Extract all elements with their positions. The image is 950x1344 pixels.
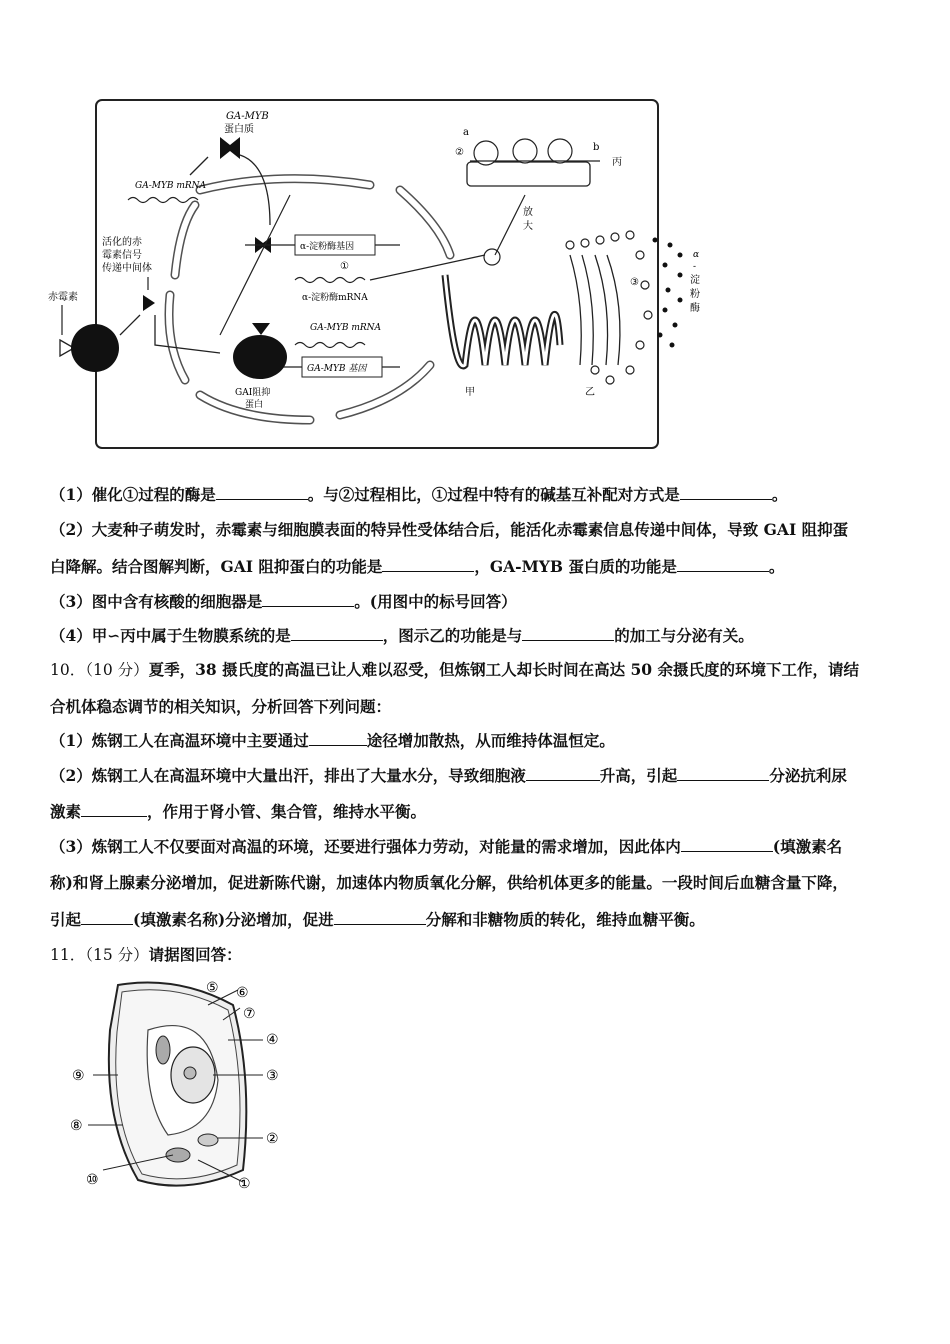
q10-part2a [50,765,905,787]
label-6: ⑥ [236,985,249,1001]
label-enzyme-1: α [693,250,700,260]
label-step3: ③ [630,277,639,288]
q9-part2b [50,556,905,578]
answer-blank[interactable] [522,625,614,641]
label-ga-myb-mrna2: GA-MYB mRNA [310,323,382,333]
answer-blank[interactable] [334,909,426,925]
label-b: b [593,142,600,153]
q9-4-text-a: （4）甲∽丙中属于生物膜系统的是 [50,626,291,645]
label-yi: 乙 [585,387,595,398]
q10-3a-text-b: (填激素名 [772,837,843,856]
q10-3c-text-a: 引起 [50,910,82,929]
golgi-yi [570,255,620,365]
label-2: ② [266,1131,279,1147]
q10-2b-text-a: 激素 [50,802,82,821]
q10-header-b [50,696,905,718]
er-membrane-zoom [467,162,590,186]
golgi [156,1036,170,1064]
q9-2b-text-a: 白降解。结合图解判断，GAI 阻抑蛋白的功能是 [50,557,383,576]
q10-2b-text-b: ，作用于肾小管、集合管，维持水平衡。 [147,802,427,821]
q11-number: 11．（15 分） [50,946,149,964]
q10-2a-text-c: 分泌抗利尿 [769,766,847,785]
label-7: ⑦ [243,1006,256,1022]
label-enlarge-2: 大 [523,221,533,232]
q10-1-text-a: （1）炼钢工人在高温环境中主要通过 [50,731,309,750]
q10-3c-text-b: (填激素名称)分泌增加，促进 [133,910,334,929]
q9-3-text-b: 。(用图中的标号回答） [354,592,517,611]
label-ga-myb-protein: GA-MYB [226,111,269,122]
label-1: ① [238,1176,251,1192]
q9-2a-text: （2）大麦种子萌发时，赤霉素与细胞膜表面的特异性受体结合后，能活化赤霉素信息传递中间体，导致 GAI 阻抑蛋 [50,520,849,539]
label-5: ⑤ [206,980,219,996]
label-3: ③ [266,1068,279,1084]
arrow-mrna-to-protein [190,157,208,175]
answer-blank[interactable] [677,765,769,781]
answer-blank[interactable] [680,484,772,500]
ga-myb-mrna-wave [128,198,198,203]
receptor-shape [71,324,119,372]
answer-blank[interactable] [681,836,773,852]
rough-er-inner [445,275,560,366]
q10-number: 10．（10 分） [50,661,149,679]
q10b-text: 合机体稳态调节的相关知识，分析回答下列问题： [50,697,392,716]
figure-plant-cell [58,970,303,1210]
q10-header [50,659,905,681]
arrow-gene-to-mrna [220,195,290,335]
q11-text: 请据图回答： [148,945,242,964]
q9-1-text-b: 。与②过程相比，①过程中特有的碱基互补配对方式是 [307,485,680,504]
arrow-receptor-to-intermediate [120,315,140,335]
q9-1-text-c: 。 [771,485,788,504]
arrow-enlarge [495,195,525,255]
q9-part2a [50,519,905,541]
zoom-circle [484,249,500,265]
q10-3c-text-c: 分解和非糖物质的转化，维持血糖平衡。 [425,910,705,929]
answer-blank[interactable] [382,556,474,572]
vesicles [566,231,652,384]
q9-3-text-a: （3）图中含有核酸的细胞器是 [50,592,263,611]
answer-blank[interactable] [526,765,600,781]
label-9: ⑨ [72,1068,85,1084]
q9-1-text-a: （1）催化①过程的酶是 [50,485,216,504]
label-enzyme-5: 酶 [690,303,700,314]
label-enlarge-1: 放 [523,207,533,218]
answer-blank[interactable] [291,625,383,641]
label-activated-1: 活化的赤 [102,237,142,248]
q9-part4 [50,625,905,647]
label-gai-1: GAI阻抑 [235,388,271,398]
label-jia: 甲 [465,387,475,398]
label-activated-3: 传递中间体 [102,263,152,274]
q9-part1 [50,484,905,506]
q10-3b-text: 称)和肾上腺素分泌增加，促进新陈代谢，加速体内物质氧化分解，供给机体更多的能量。一段时间后血糖含量下降， [50,873,848,892]
q10-2a-text-a: （2）炼钢工人在高温环境中大量出汗，排出了大量水分，导致细胞液 [50,766,526,785]
label-activated-2: 霉素信号 [102,250,142,261]
label-step1: ① [340,261,349,272]
label-ga-myb-gene: GA-MYB 基因 [307,364,367,374]
arrow-mrna-to-er [370,255,485,280]
q9-part3 [50,591,905,613]
amylase-mrna-wave [295,278,365,283]
label-enzyme-3: 淀 [690,275,700,286]
signal-intermediate-shape [143,295,155,311]
answer-blank[interactable] [262,591,354,607]
q9-2b-text-b: ，GA-MYB 蛋白质的功能是 [474,557,677,576]
arrow-protein-to-gene [240,155,270,225]
gai-repressor-shape [233,335,287,379]
q10-1-text-b: 途径增加散热，从而维持体温恒定。 [366,731,615,750]
label-step2: ② [455,147,464,158]
label-enzyme-2: - [693,262,697,272]
q10-2a-text-b: 升高，引起 [599,766,678,785]
cell-boundary [96,100,658,448]
answer-blank[interactable] [677,556,769,572]
label-amylase-gene: α-淀粉酶基因 [300,242,355,252]
q11-header [50,944,905,966]
q10-part2b [50,801,905,823]
label-amylase-mrna: α-淀粉酶mRNA [302,293,368,303]
nucleolus [184,1067,196,1079]
q10-part3a [50,836,905,858]
answer-blank[interactable] [81,909,133,925]
label-8: ⑧ [70,1118,83,1134]
q10-3a-text-a: （3）炼钢工人不仅要面对高温的环境，还要进行强体力劳动，对能量的需求增加，因此体内 [50,837,681,856]
answer-blank[interactable] [216,484,308,500]
label-ga-myb-mrna: GA-MYB mRNA [135,181,207,191]
gai-bound-intermediate [252,323,270,335]
answer-blank[interactable] [81,801,147,817]
mitochondrion [198,1134,218,1146]
label-bing: 丙 [612,157,622,168]
q10-part3c [50,909,905,931]
q9-4-text-c: 的加工与分泌有关。 [614,626,754,645]
q10-text: 夏季，38 摄氏度的高温已让人难以忍受，但炼钢工人却长时间在高达 50 余摄氏度的环境下工作，请结 [148,660,859,679]
label-protein: 蛋白质 [224,124,254,135]
q10-part3b [50,872,905,894]
ga-myb-mrna2-wave [295,343,365,348]
label-enzyme-4: 粉 [690,289,700,300]
figure-gibberellin-pathway [40,95,710,455]
label-10: ⑩ [86,1172,99,1188]
label-gai-2: 蛋白 [245,400,264,410]
chloroplast [166,1148,190,1162]
q10-part1 [50,730,905,752]
label-4: ④ [266,1032,279,1048]
answer-blank[interactable] [309,730,367,746]
q9-4-text-b: ，图示乙的功能是与 [382,626,523,645]
ga-myb-protein-shape [220,137,240,159]
label-gibberellin: 赤霉素 [48,292,78,303]
label-a: a [463,127,469,138]
q9-2b-text-c: 。 [768,557,785,576]
